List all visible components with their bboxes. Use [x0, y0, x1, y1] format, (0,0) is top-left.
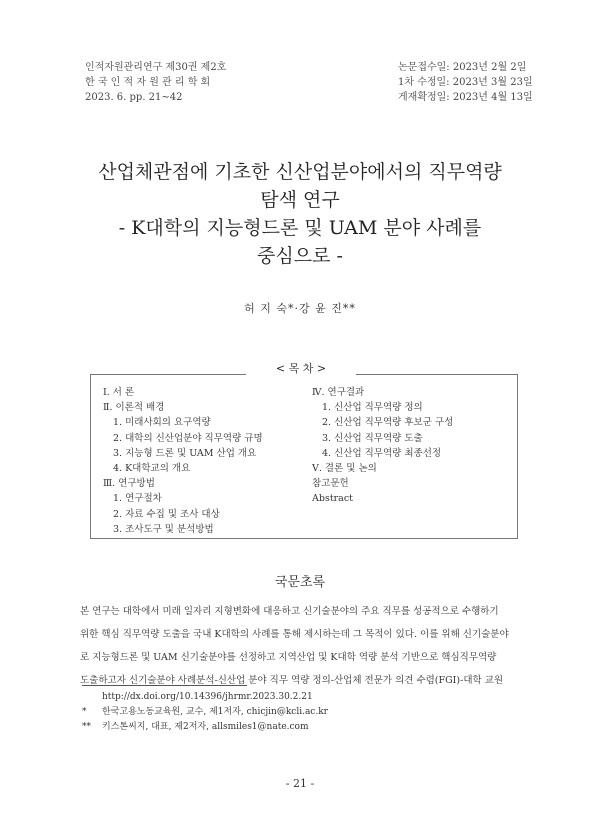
issue-pages: 2023. 6. pp. 21∼42 — [85, 92, 183, 103]
doi-link[interactable]: http://dx.doi.org/10.14396/jhrmr.2023.30.2.21 — [102, 692, 313, 702]
received-date: 논문접수일: 2023년 2월 2일 — [398, 62, 527, 73]
title-line: 중심으로 - — [257, 245, 343, 267]
title-line: 산업체관점에 기초한 신산업분야에서의 직무역량 — [98, 161, 502, 183]
footnote-mark: ** — [82, 722, 91, 732]
toc-item: 참고문헌 — [312, 478, 349, 490]
toc-item: Abstract — [312, 493, 353, 505]
review-dates — [398, 60, 533, 105]
toc-left-column — [103, 385, 263, 537]
toc-item: 2. 대학의 신산업분야 직무역량 규명 — [113, 432, 263, 444]
abstract-line: 도출하고자 신기술분야 사례분석-신산업 분야 직무 역량 정의-산업체 전문가 의견 수렴(FGI)-대학 교원 — [80, 675, 504, 686]
toc-item: 3. 신산업 직무역량 도출 — [322, 432, 423, 444]
footnote-divider — [82, 685, 247, 686]
toc-item: 4. K대학교의 개요 — [113, 463, 191, 475]
title-line: - K대학의 지능형드론 및 UAM 분야 사례를 — [118, 217, 482, 239]
footnote-mark: * — [82, 707, 87, 717]
footnotes — [82, 690, 328, 735]
accepted-date: 게재확정일: 2023년 4월 13일 — [398, 92, 533, 103]
toc-item: 1. 신산업 직무역량 정의 — [322, 402, 423, 414]
toc-item: Ⅰ. 서 론 — [103, 387, 135, 398]
abstract-line: 본 연구는 대학에서 미래 일자리 지형변화에 대응하고 신기술분야의 주요 직무를 성공적으로 수행하기 — [80, 606, 499, 617]
toc-item: Ⅲ. 연구방법 — [103, 478, 155, 490]
footnote-text: 키스톤씨지, 대표, 제2저자, allsmiles1@nate.com — [102, 722, 309, 732]
toc-item: Ⅳ. 연구결과 — [312, 387, 365, 398]
abstract-line: 로 지능형드론 및 UAM 신기술분야를 선정하고 지역산업 및 K대학 역량 분석 기반으로 핵심직무역량 — [80, 652, 497, 663]
toc-item: 4. 신산업 직무역량 최종선정 — [322, 447, 442, 459]
toc-item: 3. 지능형 드론 및 UAM 산업 개요 — [113, 447, 257, 459]
author-names: 허 지 숙*·강 윤 진** — [244, 302, 356, 315]
journal-name: 인적자원관리연구 제30권 제2호 — [85, 62, 227, 73]
footnote-author-1 — [82, 705, 328, 720]
abstract-line: 위한 핵심 직무역량 도출을 국내 K대학의 사례를 통해 제시하는데 그 목적이 있다. 이를 위해 신기술분야 — [80, 629, 509, 640]
toc-item: 1. 미래사회의 요구역량 — [113, 417, 211, 429]
toc-item: 2. 신산업 직무역량 후보군 구성 — [322, 417, 454, 429]
toc-item: 1. 연구절차 — [113, 493, 162, 505]
toc-item: Ⅴ. 결론 및 논의 — [312, 463, 377, 475]
page-number: - 21 - — [285, 777, 315, 790]
toc-item: 2. 자료 수집 및 조사 대상 — [113, 508, 220, 520]
footnote-text: 한국고용노동교육원, 교수, 제1저자, chicjin@kcli.ac.kr — [102, 707, 328, 717]
toc-right-column — [312, 385, 453, 507]
journal-info — [85, 60, 226, 105]
paper-title — [40, 158, 560, 270]
toc-item: 3. 조사도구 및 분석방법 — [113, 523, 214, 535]
revised-date: 1차 수정일: 2023년 3월 23일 — [398, 77, 533, 88]
abstract-body — [80, 600, 520, 692]
abstract-heading: 국문초록 — [274, 575, 326, 590]
toc-title: < 목 차 > — [246, 361, 356, 377]
toc-item: Ⅱ. 이론적 배경 — [103, 402, 165, 414]
footnote-author-2 — [82, 720, 328, 735]
title-line: 탐색 연구 — [260, 189, 340, 211]
society-name: 한 국 인 적 자 원 관 리 학 회 — [85, 77, 211, 88]
